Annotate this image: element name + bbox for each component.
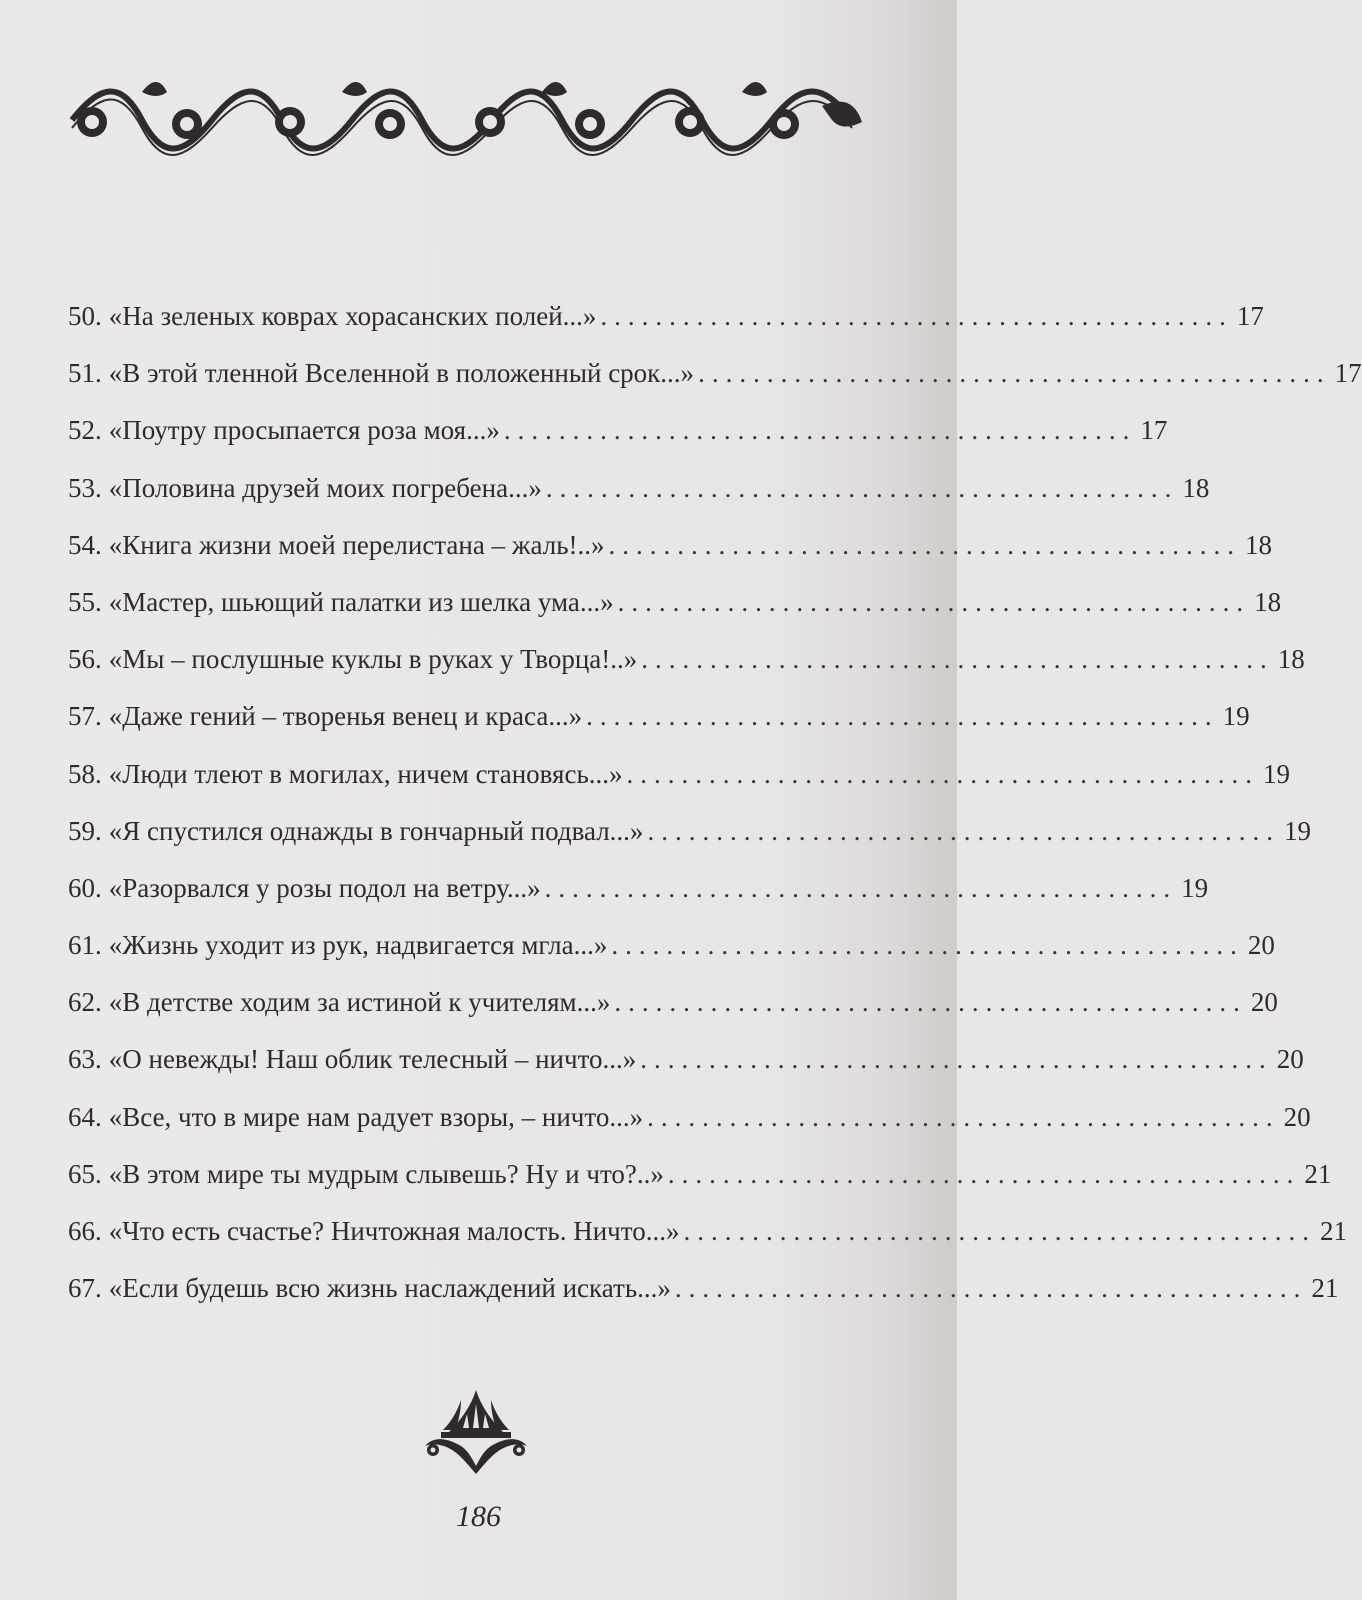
entry-title: «Мы – послушные куклы в руках у Творца!..»: [108, 644, 638, 675]
leader-dots: ..............................................: [647, 815, 1280, 846]
entry-title: «Мастер, шьющий палатки из шелка ума...»: [108, 586, 614, 617]
entry-page: 19: [1263, 758, 1291, 789]
entry-page: 20: [1276, 1044, 1304, 1075]
entry-page: 20: [1250, 987, 1278, 1018]
entry-title: «В детстве ходим за истиной к учителям...»: [108, 987, 611, 1018]
entry-title: «В этом мире ты мудрым слывешь? Ну и что?..»: [108, 1158, 664, 1189]
leader-dots: ..............................................: [608, 529, 1242, 560]
entry-title: «Половина друзей моих погребена...»: [108, 472, 542, 503]
entry-page: 17: [1140, 415, 1168, 446]
entry-number: 61.: [68, 930, 102, 961]
entry-number: 57.: [68, 701, 102, 732]
toc-entry[interactable]: [68, 639, 1305, 696]
toc-entry[interactable]: [68, 754, 1291, 811]
entry-page: 18: [1182, 472, 1210, 503]
entry-number: 63.: [68, 1044, 102, 1075]
entry-page: 20: [1247, 930, 1275, 961]
entry-number: 60.: [68, 872, 102, 903]
entry-page: 19: [1222, 701, 1250, 732]
palmette-ornament-icon: [421, 1386, 531, 1476]
entry-title: «Жизнь уходит из рук, надвигается мгла...»: [108, 930, 608, 961]
entry-title: «Все, что в мире нам радует взоры, – ничто...»: [108, 1101, 644, 1132]
entry-title: «Я спустился однажды в гончарный подвал...»: [108, 815, 644, 846]
entry-number: 53.: [68, 472, 102, 503]
toc-entry[interactable]: [68, 410, 1168, 467]
entry-title: «Поутру просыпается роза моя...»: [108, 415, 500, 446]
entry-page: 21: [1319, 1216, 1347, 1246]
entry-number: 59.: [68, 815, 102, 846]
entry-title: «Книга жизни моей перелистана – жаль!..»: [108, 529, 605, 560]
leader-dots: ..............................................: [683, 1216, 1316, 1246]
leader-dots: ..............................................: [614, 987, 1247, 1018]
leader-dots: ..............................................: [586, 701, 1219, 732]
toc-entry[interactable]: [68, 582, 1282, 639]
leader-dots: ..............................................: [698, 358, 1331, 389]
toc-entry[interactable]: [68, 1097, 1311, 1154]
entry-page: 19: [1181, 872, 1209, 903]
table-of-contents: [68, 296, 1362, 1325]
toc-entry[interactable]: [68, 1154, 1332, 1211]
leader-dots: ..............................................: [503, 415, 1137, 446]
entry-title: «Люди тлеют в могилах, ничем становясь...»: [108, 758, 623, 789]
entry-page: 19: [1283, 815, 1311, 846]
entry-page: 18: [1245, 529, 1273, 560]
entry-page: 21: [1304, 1158, 1332, 1189]
leader-dots: ..............................................: [545, 472, 1179, 503]
entry-number: 62.: [68, 987, 102, 1018]
entry-number: 50.: [68, 301, 102, 331]
entry-number: 66.: [68, 1216, 102, 1246]
leader-dots: ..............................................: [640, 1044, 1273, 1075]
leader-dots: ..............................................: [647, 1101, 1280, 1132]
leader-dots: ..............................................: [600, 301, 1233, 331]
toc-entry[interactable]: [68, 982, 1278, 1039]
toc-entry[interactable]: [68, 696, 1250, 753]
scroll-wave-ornament-icon: [62, 62, 874, 152]
entry-title: «Разорвался у розы подол на ветру...»: [108, 872, 541, 903]
entry-page: 18: [1277, 644, 1305, 675]
entry-title: «Даже гений – творенья венец и краса...»: [108, 701, 583, 732]
entry-page: 17: [1236, 301, 1264, 331]
toc-entry[interactable]: [68, 525, 1273, 582]
toc-entry[interactable]: [68, 1039, 1304, 1096]
entry-number: 56.: [68, 644, 102, 675]
entry-page: 20: [1283, 1101, 1311, 1132]
leader-dots: ..............................................: [611, 930, 1244, 961]
leader-dots: ..............................................: [626, 758, 1260, 789]
toc-entry[interactable]: [68, 468, 1210, 525]
toc-entry[interactable]: [68, 1268, 1339, 1325]
leader-dots: ..............................................: [617, 586, 1251, 617]
entry-title: «На зеленых коврах хорасанских полей...»: [108, 301, 597, 331]
entry-title: «Если будешь всю жизнь наслаждений искать...»: [108, 1273, 671, 1304]
entry-page: 18: [1254, 586, 1282, 617]
entry-title: «Что есть счастье? Ничтожная малость. Ничто...»: [108, 1216, 680, 1246]
entry-page: 17: [1334, 358, 1362, 389]
toc-entry[interactable]: [68, 868, 1209, 925]
entry-number: 54.: [68, 529, 102, 560]
entry-title: «В этой тленной Вселенной в положенный срок...»: [108, 358, 695, 389]
page-number: 186: [456, 1500, 501, 1533]
leader-dots: ..............................................: [667, 1158, 1301, 1189]
entry-number: 65.: [68, 1158, 102, 1189]
leader-dots: ..............................................: [544, 872, 1178, 903]
toc-entry[interactable]: [68, 1211, 1347, 1268]
entry-number: 64.: [68, 1101, 102, 1132]
entry-number: 58.: [68, 758, 102, 789]
toc-entry[interactable]: [68, 925, 1275, 982]
toc-entry[interactable]: [68, 353, 1362, 410]
entry-number: 67.: [68, 1273, 102, 1304]
entry-number: 52.: [68, 415, 102, 446]
entry-page: 21: [1311, 1273, 1339, 1304]
leader-dots: ..............................................: [641, 644, 1274, 675]
toc-entry[interactable]: [68, 811, 1311, 868]
entry-title: «О невежды! Наш облик телесный – ничто...»: [108, 1044, 637, 1075]
entry-number: 55.: [68, 586, 102, 617]
entry-number: 51.: [68, 358, 102, 389]
toc-entry[interactable]: [68, 296, 1264, 353]
leader-dots: ..............................................: [674, 1273, 1308, 1304]
